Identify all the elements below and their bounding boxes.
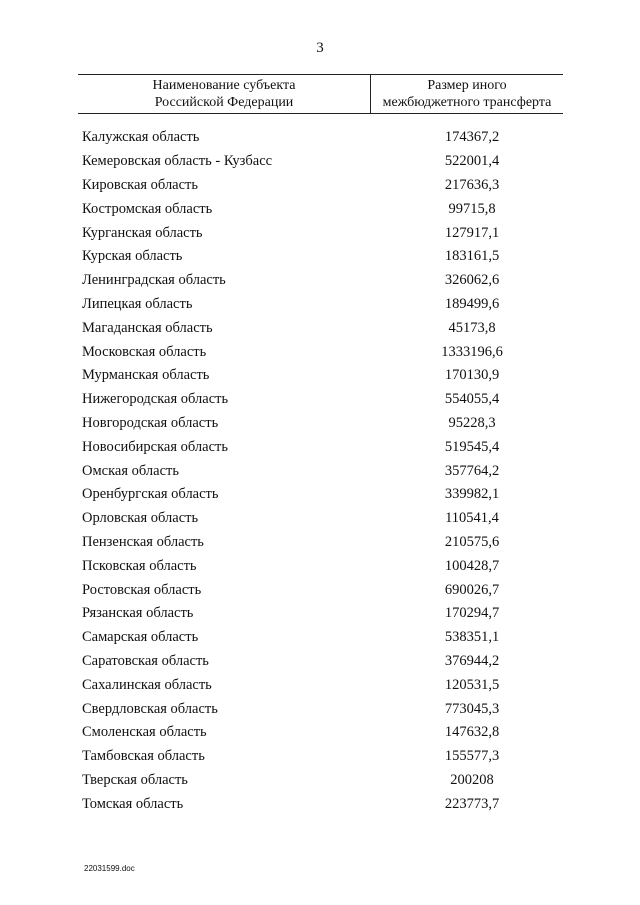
transfer-amount: 538351,1 [444,629,500,646]
transfer-amount: 773045,3 [444,700,500,717]
table-row [82,221,562,245]
transfer-amount: 95228,3 [448,414,496,431]
document-reference: 22031599.doc [84,864,135,873]
subject-name: Саратовская область [82,652,209,669]
table-row [82,507,562,531]
table-row [82,459,562,483]
transfer-amount: 326062,6 [444,272,500,289]
table-row [82,435,562,459]
transfer-amount: 217636,3 [444,176,500,193]
table-row [82,364,562,388]
column-header-subject [78,75,371,113]
transfer-amount: 210575,6 [444,533,500,550]
subject-name: Московская область [82,343,207,360]
subject-name: Новгородская область [82,414,219,431]
table-row [82,650,562,674]
table-row [82,269,562,293]
subject-name: Рязанская область [82,605,194,622]
table-row [82,602,562,626]
transfer-amount: 183161,5 [444,248,500,265]
subject-name: Калужская область [82,129,200,146]
table-row [82,340,562,364]
transfer-amount: 519545,4 [444,438,500,455]
subject-name: Томская область [82,795,184,812]
subject-name: Смоленская область [82,724,207,741]
subject-name: Курская область [82,248,183,265]
table-header [78,74,563,114]
table-row [82,316,562,340]
subject-name: Магаданская область [82,319,213,336]
table-row [82,245,562,269]
transfer-amount: 155577,3 [444,748,500,765]
subject-name: Пензенская область [82,533,204,550]
table-row [82,174,562,198]
transfer-amount: 690026,7 [444,581,500,598]
subject-name: Липецкая область [82,295,193,312]
column-header-subject-line1: Наименование субъекта [152,78,296,93]
subject-name: Кемеровская область - Кузбасс [82,153,273,170]
table-row [82,412,562,436]
transfer-amount: 357764,2 [444,462,500,479]
column-header-amount-line1: Размер иного [427,78,507,93]
table-row [82,745,562,769]
subject-name: Самарская область [82,629,199,646]
table-row [82,150,562,174]
subject-name: Мурманская область [82,367,210,384]
transfer-amount: 45173,8 [448,319,496,336]
subject-name: Свердловская область [82,700,218,717]
transfer-amount: 189499,6 [444,295,500,312]
table-row [82,197,562,221]
table-row [82,769,562,793]
table-row [82,554,562,578]
column-header-subject-line2: Российской Федерации [154,95,294,110]
transfer-amount: 339982,1 [444,486,500,503]
transfer-amount: 223773,7 [444,795,500,812]
column-header-amount-line2: межбюджетного трансферта [382,95,552,110]
table-row [82,578,562,602]
subject-name: Тверская область [82,771,188,788]
table-row [82,293,562,317]
table-row [82,626,562,650]
transfer-amount: 1333196,6 [441,343,503,360]
subject-name: Оренбургская область [82,486,219,503]
transfer-amount: 376944,2 [444,652,500,669]
subject-name: Новосибирская область [82,438,228,455]
subject-name: Псковская область [82,557,197,574]
transfer-amount: 120531,5 [444,676,500,693]
transfer-amount: 99715,8 [448,200,496,217]
subject-name: Ленинградская область [82,272,226,289]
subject-name: Омская область [82,462,179,479]
transfer-amount: 522001,4 [444,153,500,170]
table-row [82,126,562,150]
transfer-amount: 127917,1 [444,224,500,241]
table-body [82,126,562,816]
transfer-amount: 170130,9 [444,367,500,384]
transfer-amount: 100428,7 [444,557,500,574]
transfer-amount: 170294,7 [444,605,500,622]
transfer-amount: 174367,2 [444,129,500,146]
transfer-amount: 147632,8 [444,724,500,741]
table-row [82,697,562,721]
page-number: 3 [316,40,324,56]
table-row [82,792,562,816]
table-row [82,721,562,745]
subject-name: Сахалинская область [82,676,212,693]
transfer-amount: 110541,4 [445,510,499,527]
table-row [82,483,562,507]
subject-name: Нижегородская область [82,391,229,408]
subject-name: Тамбовская область [82,748,205,765]
column-header-amount [371,75,563,113]
subject-name: Костромская область [82,200,213,217]
table-row [82,388,562,412]
subject-name: Ростовская область [82,581,202,598]
subject-name: Орловская область [82,510,199,527]
table-row [82,673,562,697]
transfer-amount: 554055,4 [444,391,500,408]
subject-name: Курганская область [82,224,203,241]
table-row [82,531,562,555]
subject-name: Кировская область [82,176,199,193]
transfer-amount: 200208 [450,771,494,788]
